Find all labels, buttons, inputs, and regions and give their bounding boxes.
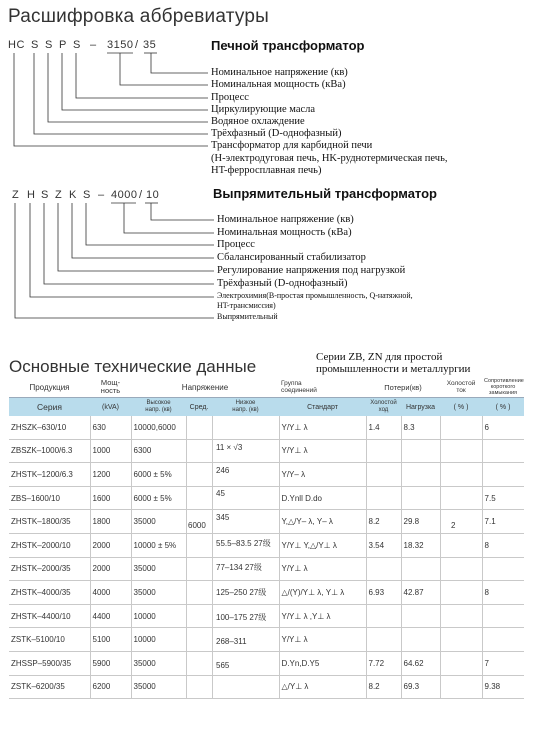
table-cell-standard: Y/Y– λ	[279, 463, 366, 487]
table-cell-high-voltage: 35000	[131, 557, 186, 581]
low-voltage-value: 55.5–83.5 27级	[216, 539, 271, 548]
table-cell-mid-voltage	[186, 604, 212, 628]
table-cell-noload	[366, 439, 401, 463]
table-cell-series: ZHSTK–1200/6.3	[9, 463, 90, 487]
code-letter: S	[41, 189, 49, 201]
table-cell-standard: D.Yn,D.Y5	[279, 651, 366, 675]
legend-item: Трёхфазный (D-однофазный)	[211, 128, 342, 139]
legend-item: Циркулирующие масла	[211, 104, 316, 115]
col-header-load: Нагрузка	[401, 398, 440, 417]
table-cell-idle	[440, 557, 482, 581]
table-cell-high-voltage: 10000 ± 5%	[131, 533, 186, 557]
table-cell-load	[401, 604, 440, 628]
table-cell-standard: Y/Y⊥ λ	[279, 557, 366, 581]
low-voltage-value: 125–250 27级	[216, 588, 267, 597]
code-letter: S	[73, 39, 81, 51]
col-header-high-voltage: Высокое напр. (кв)	[131, 398, 186, 417]
legend-item: Номинальная мощность (кВа)	[211, 79, 346, 90]
table-cell-noload: 8.2	[366, 510, 401, 534]
table-cell-impedance: 9.38	[482, 675, 524, 699]
table-cell-impedance: 7.1	[482, 510, 524, 534]
legend-item: Электрохимия(В-простая промышленность, Q-натяжной,	[217, 291, 413, 300]
low-voltage-value: 45	[216, 489, 225, 498]
table-cell-load	[401, 463, 440, 487]
table-cell-load: 69.3	[401, 675, 440, 699]
table-cell-kva: 5100	[90, 628, 131, 652]
table-cell-mid-voltage	[186, 463, 212, 487]
table-cell-mid-voltage	[186, 675, 212, 699]
col-header-mid-voltage: Сред.	[186, 398, 212, 417]
table-row	[9, 463, 524, 487]
code-letter: Z	[55, 189, 63, 201]
col-header-noload: Холостой ход	[366, 398, 401, 417]
mid-voltage-merged: 6000	[188, 521, 206, 530]
table-cell-mid-voltage	[186, 486, 212, 510]
table-cell-standard: △/Y⊥ λ	[279, 675, 366, 699]
table-row	[9, 439, 524, 463]
table-cell-idle	[440, 486, 482, 510]
table-cell-idle	[440, 675, 482, 699]
code-dash: –	[98, 189, 105, 201]
table-cell-impedance: 8	[482, 533, 524, 557]
table-cell-high-voltage: 6000 ± 5%	[131, 463, 186, 487]
abbreviation-connector-lines	[0, 0, 535, 360]
col-header-idle-current: Холостой ток	[440, 377, 482, 398]
table-cell-noload	[366, 604, 401, 628]
table-cell-kva: 4400	[90, 604, 131, 628]
table-cell-load: 8.3	[401, 416, 440, 439]
table-cell-high-voltage: 35000	[131, 651, 186, 675]
table-cell-high-voltage: 6000 ± 5%	[131, 486, 186, 510]
code-letter: S	[83, 189, 91, 201]
col-header-series: Серия	[9, 398, 90, 417]
table-cell-series: ZBSZK–1000/6.3	[9, 439, 90, 463]
code-power: 3150	[107, 39, 134, 51]
table-cell-load: 29.8	[401, 510, 440, 534]
table-cell-standard: D.Ynll D.do	[279, 486, 366, 510]
col-header-imp-unit: ( % )	[482, 398, 524, 417]
table-cell-mid-voltage	[186, 416, 212, 439]
table-cell-high-voltage: 35000	[131, 675, 186, 699]
table-cell-high-voltage: 10000	[131, 628, 186, 652]
table-cell-mid-voltage	[186, 557, 212, 581]
table-cell-impedance: 8	[482, 581, 524, 605]
table-cell-low-voltage	[212, 416, 279, 439]
table-cell-standard: △/(Y)/Y⊥ λ, Y⊥ λ	[279, 581, 366, 605]
table-cell-kva: 2000	[90, 557, 131, 581]
code-voltage: 35	[143, 39, 157, 51]
table-cell-standard: Y/Y⊥ λ	[279, 628, 366, 652]
low-voltage-value: 11 × √3	[216, 443, 243, 452]
col-header-kva: (kVA)	[90, 398, 131, 417]
legend-item: Номинальное напряжение (кв)	[211, 67, 348, 78]
table-cell-idle	[440, 651, 482, 675]
table-cell-mid-voltage	[186, 533, 212, 557]
legend-item: HT-ферросплавная печь)	[211, 165, 322, 176]
col-header-product: Продукция	[9, 377, 90, 398]
series-note-line: Серии ZB, ZN для простой	[316, 351, 443, 363]
table-cell-noload: 1.4	[366, 416, 401, 439]
table-cell-idle	[440, 604, 482, 628]
table-cell-high-voltage: 10000	[131, 604, 186, 628]
col-header-power: Мощ- ность	[90, 377, 131, 398]
table-cell-standard: Y/Y⊥ λ	[279, 439, 366, 463]
table-cell-noload	[366, 486, 401, 510]
legend-item: Процесс	[211, 92, 249, 103]
table-row	[9, 581, 524, 605]
legend-item: Водяное охлаждение	[211, 116, 305, 127]
table-cell-idle	[440, 628, 482, 652]
table-cell-high-voltage: 6300	[131, 439, 186, 463]
table-cell-standard: Y/Y⊥ Y,△/Y⊥ λ	[279, 533, 366, 557]
table-cell-load	[401, 439, 440, 463]
table-cell-idle	[440, 416, 482, 439]
code-slash: /	[135, 39, 139, 51]
table-cell-series: ZHSTK–2000/35	[9, 557, 90, 581]
table-cell-idle	[440, 463, 482, 487]
section-title-technical-data: Основные технические данные	[9, 357, 257, 376]
low-voltage-value: 77–134 27级	[216, 563, 262, 572]
table-row	[9, 510, 524, 534]
table-cell-impedance: 7	[482, 651, 524, 675]
table-cell-mid-voltage	[186, 651, 212, 675]
code-power: 4000	[111, 189, 138, 201]
table-cell-kva: 1600	[90, 486, 131, 510]
table-cell-idle	[440, 439, 482, 463]
table-row	[9, 486, 524, 510]
legend-item: Номинальное напряжение (кв)	[217, 214, 354, 225]
col-header-impedance: Сопротивление короткого замыкания	[484, 378, 524, 396]
table-cell-series: ZHSTK–4000/35	[9, 581, 90, 605]
table-cell-series: ZHSTK–2000/10	[9, 533, 90, 557]
code-letter: S	[45, 39, 53, 51]
table-cell-standard: Y/Y⊥ λ ,Y⊥ λ	[279, 604, 366, 628]
table-cell-impedance: 6	[482, 416, 524, 439]
table-row	[9, 416, 524, 439]
table-cell-kva: 4000	[90, 581, 131, 605]
table-cell-series: ZBS–1600/10	[9, 486, 90, 510]
table-cell-kva: 630	[90, 416, 131, 439]
table-cell-high-voltage: 35000	[131, 510, 186, 534]
table-cell-standard: Y/Y⊥ λ	[279, 416, 366, 439]
table-cell-kva: 5900	[90, 651, 131, 675]
code-letter: HC	[8, 39, 25, 51]
table-cell-impedance	[482, 439, 524, 463]
heading-furnace-transformer: Печной трансформатор	[211, 38, 365, 53]
legend-item: (H-электродуговая печь, HK-руднотермическая печь,	[211, 153, 448, 164]
table-cell-series: ZSTK–5100/10	[9, 628, 90, 652]
low-voltage-value: 345	[216, 513, 230, 522]
table-cell-impedance	[482, 604, 524, 628]
table-cell-series: ZHSZK–630/10	[9, 416, 90, 439]
table-row	[9, 651, 524, 675]
code-letter: S	[31, 39, 39, 51]
table-cell-series: ZHSSP–5900/35	[9, 651, 90, 675]
legend-item: Процесс	[217, 239, 255, 250]
table-cell-mid-voltage	[186, 439, 212, 463]
legend-item: HT-трансмиссия)	[217, 301, 276, 310]
legend-item: Регулирование напряжения под нагрузкой	[217, 265, 406, 276]
table-cell-load: 18.32	[401, 533, 440, 557]
table-cell-impedance	[482, 463, 524, 487]
table-cell-kva: 2000	[90, 533, 131, 557]
table-cell-low-voltage	[212, 675, 279, 699]
low-voltage-value: 246	[216, 466, 230, 475]
table-body	[9, 416, 524, 699]
table-cell-noload: 7.72	[366, 651, 401, 675]
heading-rectifier-transformer: Выпрямительный трансформатор	[213, 186, 437, 201]
table-cell-kva: 1800	[90, 510, 131, 534]
table-cell-series: ZSTK–6200/35	[9, 675, 90, 699]
table-row	[9, 675, 524, 699]
code-voltage: 10	[146, 189, 160, 201]
table-cell-noload: 3.54	[366, 533, 401, 557]
low-voltage-value: 268–311	[216, 637, 247, 646]
col-header-losses: Потери(кв)	[366, 377, 440, 398]
table-cell-idle	[440, 581, 482, 605]
code-letter: H	[27, 189, 36, 201]
col-header-standard: Стандарт	[279, 398, 366, 417]
table-cell-mid-voltage	[186, 581, 212, 605]
table-row	[9, 604, 524, 628]
table-row	[9, 557, 524, 581]
table-cell-series: ZHSTK–4400/10	[9, 604, 90, 628]
table-cell-kva: 1200	[90, 463, 131, 487]
table-cell-kva: 6200	[90, 675, 131, 699]
low-voltage-value: 100–175 27级	[216, 613, 267, 622]
table-cell-noload: 8.2	[366, 675, 401, 699]
legend-item: Трансформатор для карбидной печи	[211, 140, 373, 151]
code-letter: Z	[12, 189, 20, 201]
table-cell-load	[401, 557, 440, 581]
legend-item: Выпрямительный	[217, 312, 278, 321]
series-note-line: промышленности и металлургии	[316, 363, 471, 375]
table-cell-idle	[440, 533, 482, 557]
table-cell-noload	[366, 557, 401, 581]
series-note	[316, 351, 470, 375]
table-cell-standard: Y,△/Y– λ, Y– λ	[279, 510, 366, 534]
code-letter: P	[59, 39, 67, 51]
table-cell-idle	[440, 510, 482, 534]
table-cell-load	[401, 486, 440, 510]
table-cell-impedance: 7.5	[482, 486, 524, 510]
col-header-low-voltage: Низкое напр. (кв)	[212, 398, 279, 417]
table-cell-series: ZHSTK–1800/35	[9, 510, 90, 534]
low-voltage-value: 565	[216, 661, 230, 670]
table-cell-mid-voltage	[186, 628, 212, 652]
legend-item: Трёхфазный (D-однофазный)	[217, 278, 348, 289]
table-cell-noload	[366, 628, 401, 652]
table-cell-high-voltage: 10000,6000	[131, 416, 186, 439]
table-cell-high-voltage: 35000	[131, 581, 186, 605]
table-cell-load	[401, 628, 440, 652]
table-cell-impedance	[482, 628, 524, 652]
col-header-group: Группа соединений	[279, 377, 366, 398]
section-title-abbreviation: Расшифровка аббревиатуры	[8, 6, 269, 27]
code-letter: K	[69, 189, 77, 201]
idle-current-merged: 2	[451, 521, 456, 530]
table-cell-impedance	[482, 557, 524, 581]
code-slash: /	[139, 189, 143, 201]
table-cell-noload: 6.93	[366, 581, 401, 605]
col-header-idle-unit: ( % )	[440, 398, 482, 417]
table-cell-load: 42.87	[401, 581, 440, 605]
table-cell-noload	[366, 463, 401, 487]
legend-item: Сбалансированный стабилизатор	[217, 252, 366, 263]
col-header-voltage: Напряжение	[131, 377, 279, 398]
table-cell-load: 64.62	[401, 651, 440, 675]
legend-item: Номинальная мощность (кВа)	[217, 227, 352, 238]
code-dash: –	[90, 39, 97, 51]
table-row	[9, 628, 524, 652]
table-cell-kva: 1000	[90, 439, 131, 463]
